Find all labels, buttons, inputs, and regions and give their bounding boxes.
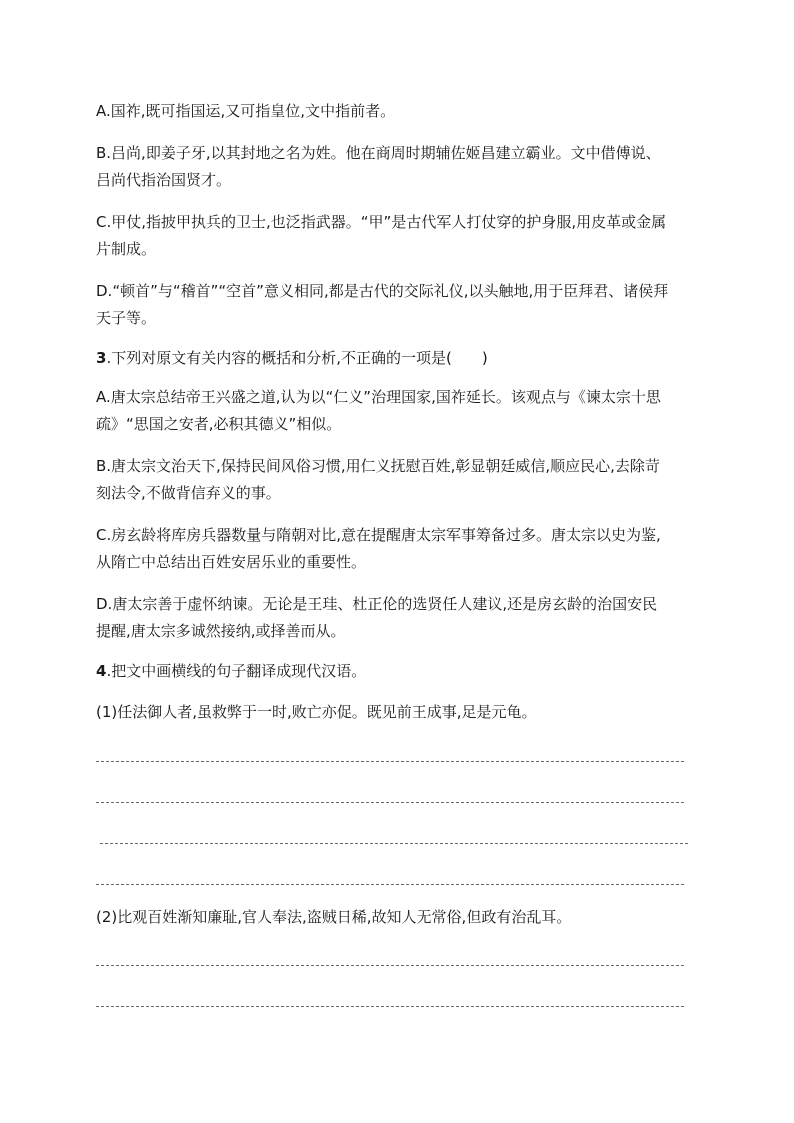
q3-option-a-line2: 疏》“思国之安者,必积其德义”相似。 — [96, 415, 342, 433]
q2-option-d-line2: 天子等。 — [96, 309, 157, 327]
answer-line-5[interactable] — [96, 965, 684, 966]
q3-stem — [96, 348, 706, 368]
q2-option-c-line1: C.甲仗,指披甲执兵的卫士,也泛指武器。“甲”是古代军人打仗穿的护身服,用皮革或金属 — [96, 213, 667, 231]
q4-stem — [96, 661, 706, 681]
q3-option-d-line2: 提醒,唐太宗多诚然接纳,或择善而从。 — [96, 622, 346, 640]
q4-stem-text: .把文中画横线的句子翻译成现代汉语。 — [106, 662, 367, 680]
q4-sub1-sentence: (1)任法御人者,虽救弊于一时,败亡亦促。既见前王成事,足是元龟。 — [96, 703, 537, 721]
answer-line-3[interactable] — [100, 843, 688, 844]
answer-line-6[interactable] — [96, 1006, 684, 1007]
q3-option-c-line1: C.房玄龄将库房兵器数量与隋朝对比,意在提醒唐太宗军事筹备过多。唐太宗以史为鉴, — [96, 526, 661, 544]
q3-option-a-line1: A.唐太宗总结帝王兴盛之道,认为以“仁义”治理国家,国祚延长。该观点与《谏太宗十思 — [96, 388, 661, 406]
q3-stem-text: .下列对原文有关内容的概括和分析,不正确的一项是( ) — [106, 349, 488, 367]
answer-line-1[interactable] — [96, 761, 684, 762]
q2-option-a: A.国祚,既可指国运,又可指皇位,文中指前者。 — [96, 102, 396, 120]
q2-option-b-line1: B.吕尚,即姜子牙,以其封地之名为姓。他在商周时期辅佐姬昌建立霸业。文中借傅说、 — [96, 144, 661, 162]
q3-option-b-line1: B.唐太宗文治天下,保持民间风俗习惯,用仁义抚慰百姓,彰显朝廷威信,顺应民心,去除苛 — [96, 457, 660, 475]
answer-line-4[interactable] — [96, 884, 684, 885]
q4-sub2-sentence: (2)比观百姓渐知廉耻,官人奉法,盗贼日稀,故知人无常俗,但政有治乱耳。 — [96, 908, 572, 926]
q3-number: 3 — [96, 349, 107, 367]
q3-option-c-line2: 从隋亡中总结出百姓安居乐业的重要性。 — [96, 553, 367, 571]
q2-option-c-line2: 片制成。 — [96, 240, 157, 258]
q2-option-b-line2: 吕尚代指治国贤才。 — [96, 171, 232, 189]
answer-line-2[interactable] — [96, 802, 684, 803]
q4-number: 4 — [96, 662, 107, 680]
q3-option-d-line1: D.唐太宗善于虚怀纳谏。无论是王珪、杜正伦的选贤任人建议,还是房玄龄的治国安民 — [96, 595, 658, 613]
q2-option-d-line1: D.“顿首”与“稽首”“空首”意义相同,都是古代的交际礼仪,以头触地,用于臣拜君、诸侯拜 — [96, 282, 669, 300]
q3-option-b-line2: 刻法令,不做背信弃义的事。 — [96, 484, 281, 502]
